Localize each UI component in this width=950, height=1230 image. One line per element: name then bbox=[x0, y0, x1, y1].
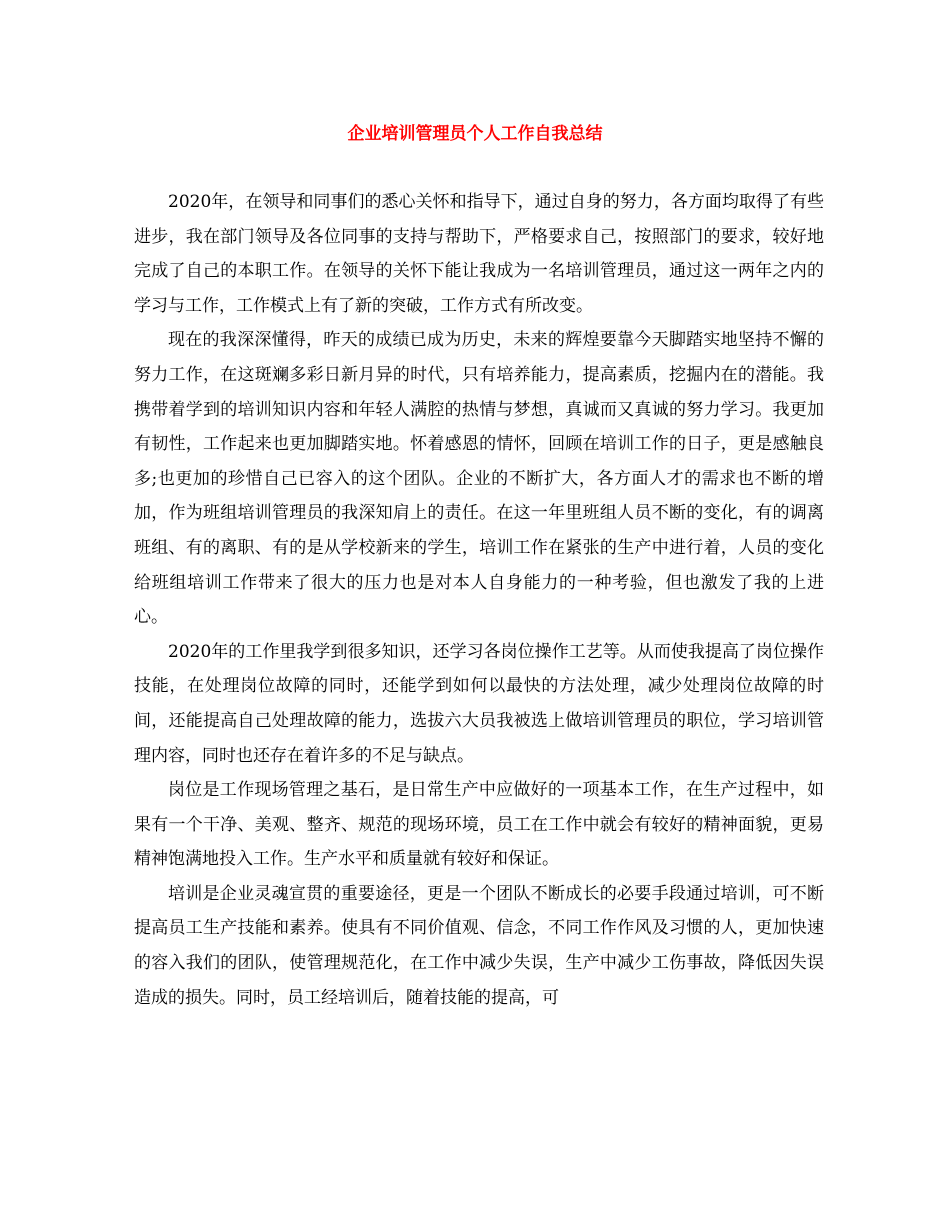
paragraph-2: 现在的我深深懂得，昨天的成绩已成为历史，未来的辉煌要靠今天脚踏实地坚持不懈的努力工作，在这斑斓多彩日新月异的时代，只有培养能力，提高素质，挖掘内在的潜能。我携带着学到的培训知识内容和年轻人满腔的热情与梦想，真诚而又真诚的努力学习。我更加有韧性，工作起来也更加脚踏实地。怀着感恩的情怀，回顾在培训工作的日子，更是感触良多;也更加的珍惜自己已容入的这个团队。企业的不断扩大，各方面人才的需求也不断的增加，作为班组培训管理员的我深知肩上的责任。在这一年里班组人员不断的变化，有的调离班组、有的离职、有的是从学校新来的学生，培训工作在紧张的生产中进行着，人员的变化给班组培训工作带来了很大的压力也是对本人自身能力的一种考验，但也激发了我的上进心。 bbox=[134, 330, 824, 628]
paragraph-5: 培训是企业灵魂宣贯的重要途径，更是一个团队不断成长的必要手段通过培训，可不断提高员工生产技能和素养。使具有不同价值观、信念，不同工作作风及习惯的人，更加快速的容入我们的团队，使管理规范化，在工作中减少失误，生产中减少工伤事故，降低因失误造成的损失。同时，员工经培训后，随着技能的提高，可 bbox=[134, 883, 824, 1008]
paragraph-3: 2020年的工作里我学到很多知识，还学习各岗位操作工艺等。从而使我提高了岗位操作技能，在处理岗位故障的同时，还能学到如何以最快的方法处理，减少处理岗位故障的时间，还能提高自己处理故障的能力，选拔六大员我被选上做培训管理员的职位，学习培训管理内容，同时也还存在着许多的不足与缺点。 bbox=[134, 641, 824, 766]
paragraph-1: 2020年，在领导和同事们的悉心关怀和指导下，通过自身的努力，各方面均取得了有些进步，我在部门领导及各位同事的支持与帮助下，严格要求自己，按照部门的要求，较好地完成了自己的本职工作。在领导的关怀下能让我成为一名培训管理员，通过这一两年之内的学习与工作，工作模式上有了新的突破，工作方式有所改变。 bbox=[134, 192, 824, 316]
paragraph-4: 岗位是工作现场管理之基石，是日常生产中应做好的一项基本工作，在生产过程中，如果有一个干净、美观、整齐、规范的现场环境，员工在工作中就会有较好的精神面貌，更易精神饱满地投入工作。生产水平和质量就有较好和保证。 bbox=[134, 780, 824, 870]
document-body bbox=[134, 185, 824, 1015]
document-title: 企业培训管理员个人工作自我总结 bbox=[347, 124, 603, 144]
